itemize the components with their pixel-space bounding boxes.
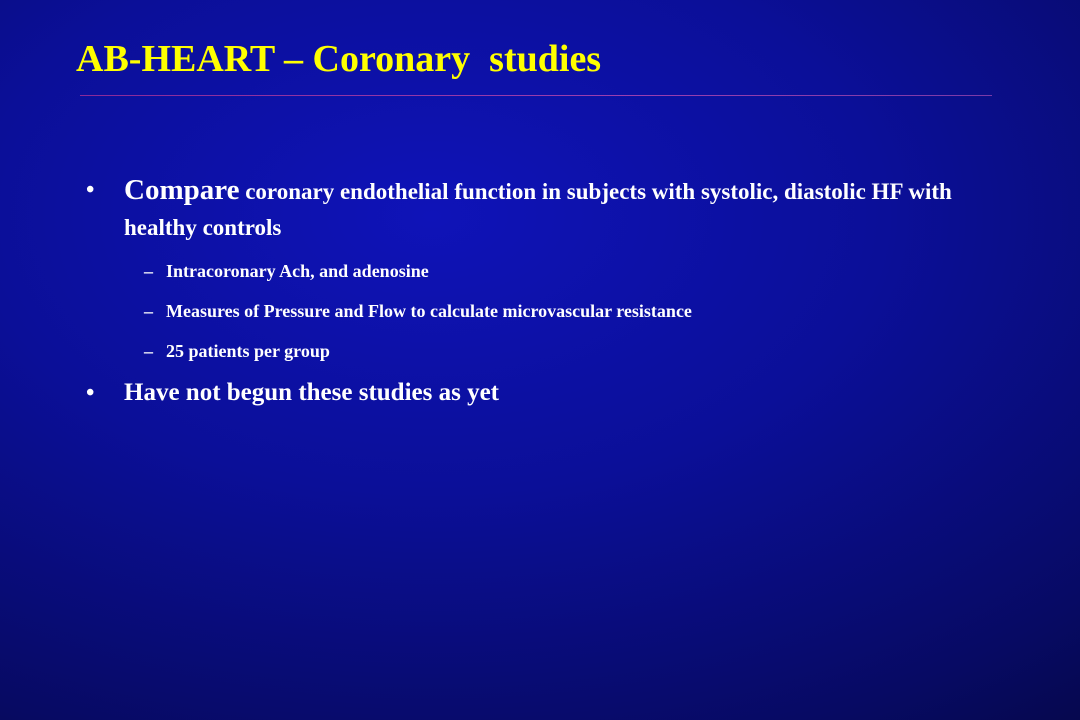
- bullet-icon: •: [86, 380, 95, 406]
- sub-bullet-text: Intracoronary Ach, and adenosine: [166, 261, 429, 281]
- bullet-text: coronary endothelial function in subjects with systolic, diastolic HF with healthy controls: [124, 179, 952, 240]
- sub-bullet-item: [86, 340, 986, 362]
- bullet-item: [86, 376, 986, 410]
- title-divider: [80, 95, 992, 96]
- dash-icon: –: [144, 341, 153, 361]
- bullet-item: [86, 172, 986, 246]
- dash-icon: –: [144, 301, 153, 321]
- slide-body: [86, 172, 986, 410]
- sub-bullet-item: [86, 300, 986, 322]
- sub-bullet-text: Measures of Pressure and Flow to calculate microvascular resistance: [166, 301, 692, 321]
- bullet-text: Have not begun these studies as yet: [124, 379, 500, 406]
- sub-bullet-item: [86, 260, 986, 282]
- bullet-icon: •: [86, 177, 95, 203]
- slide-title: AB-HEART – Coronary studies: [76, 38, 602, 80]
- bullet-lead: Compare: [124, 174, 240, 206]
- dash-icon: –: [144, 261, 153, 281]
- sub-bullet-text: 25 patients per group: [166, 341, 330, 361]
